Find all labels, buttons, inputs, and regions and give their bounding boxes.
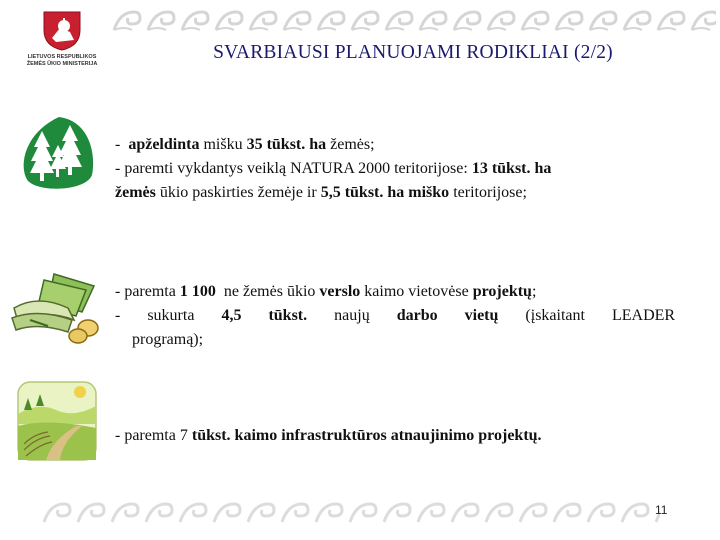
bullet-afforestation — [115, 133, 675, 157]
forest-bullets — [115, 133, 675, 205]
text-segment: žemės — [115, 184, 156, 201]
business-projects-value: 1 100 — [179, 283, 216, 300]
logo-line-1: LIETUVOS RESPUBLIKOS — [27, 54, 97, 60]
logo-line-2: ŽEMĖS ŪKIO MINISTERIJA — [26, 61, 98, 67]
text-segment: - paremti vykdantys veiklą NATURA 2000 teritorijose: — [115, 160, 468, 177]
text-segment: projektų — [472, 283, 532, 300]
landscape-icon — [16, 380, 98, 462]
text-segment: (įskaitant LEADER — [525, 307, 676, 324]
decorative-ornament-top — [110, 6, 716, 36]
money-icon — [8, 268, 104, 348]
bullet-business-projects — [115, 280, 675, 304]
decorative-ornament-bottom — [40, 500, 660, 528]
text-segment: verslo — [319, 283, 361, 300]
page-title: SVARBIAUSI PLANUOJAMI RODIKLIAI (2/2) — [213, 42, 613, 63]
bullet-infrastructure — [115, 424, 675, 448]
text-segment: - paremta — [115, 283, 176, 300]
forest-icon — [20, 115, 98, 193]
bullet-dash: - — [115, 136, 121, 153]
bullet-jobs-cont — [115, 328, 675, 352]
bullet-natura-2000 — [115, 157, 675, 205]
text-segment: kaimo vietovėse — [364, 283, 469, 300]
text-segment: ne žemės ūkio — [223, 283, 316, 300]
text-segment: naujų — [334, 307, 370, 324]
infrastructure-bullets — [115, 424, 675, 448]
text-segment: žemės; — [330, 136, 375, 153]
text-segment: ; — [531, 283, 537, 300]
text-segment: - paremta 7 — [115, 427, 188, 444]
afforested-label: apželdinta — [128, 136, 200, 153]
coat-of-arms-icon — [40, 8, 84, 52]
text-segment: programą); — [132, 331, 204, 348]
page-number: 11 — [655, 503, 668, 517]
infrastructure-value: tūkst. kaimo infrastruktūros atnaujinimo projektų. — [191, 427, 542, 444]
jobs-value: 4,5 tūkst. — [221, 307, 308, 324]
afforestation-value: 35 tūkst. ha — [246, 136, 327, 153]
natura-value: 13 tūkst. ha — [471, 160, 552, 177]
text-segment: teritorijose; — [453, 184, 527, 201]
bullet-jobs — [115, 304, 675, 328]
text-segment: mišku — [203, 136, 243, 153]
text-segment: ūkio paskirties žemėje ir — [159, 184, 317, 201]
business-bullets — [115, 280, 675, 352]
ministry-logo — [22, 8, 102, 74]
text-segment: darbo vietų — [396, 307, 499, 324]
text-segment: - sukurta — [115, 307, 195, 324]
forest-natura-value: 5,5 tūkst. ha miško — [320, 184, 450, 201]
